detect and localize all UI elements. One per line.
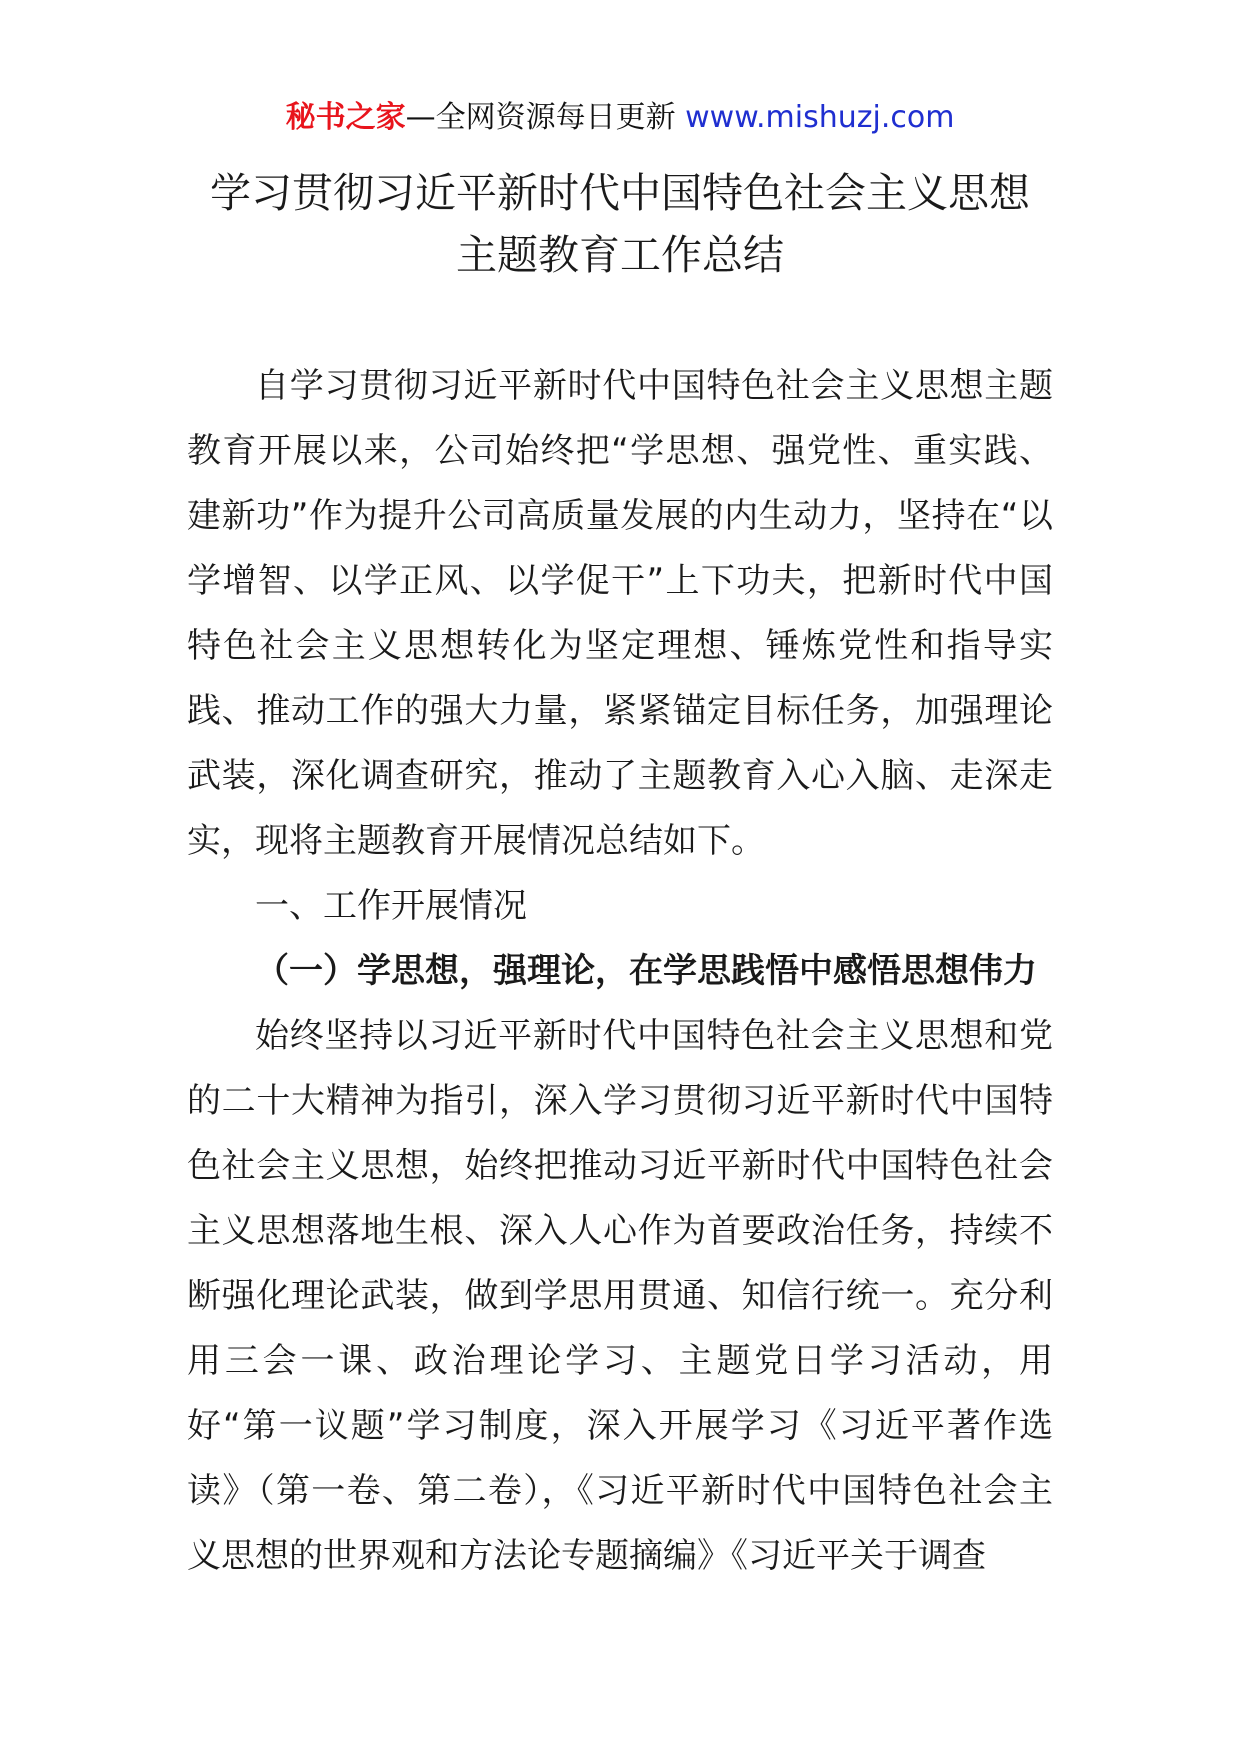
document-title <box>0 162 1240 286</box>
site-url-link[interactable]: www.mishuzj.com <box>685 100 955 135</box>
document-body <box>187 354 1053 1589</box>
title-line-2: 主题教育工作总结 <box>456 231 784 279</box>
subsection-heading: （一）学思想，强理论，在学思践悟中感悟思想伟力 <box>255 951 1037 991</box>
brand-name: 秘书之家 <box>285 100 406 135</box>
title-line-1: 学习贯彻习近平新时代中国特色社会主义思想 <box>210 169 1030 217</box>
intro-paragraph: 自学习贯彻习近平新时代中国特色社会主义思想主题教育开展以来，公司始终把“学思想、强党性、重实践、建新功”作为提升公司高质量发展的内生动力，坚持在“以学增智、以学正风、以学促干”上下功夫，把新时代中国特色社会主义思想转化为坚定理想、锤炼党性和指导实践、推动工作的强大力量，紧紧锚定目标任务，加强理论武装，深化调查研究，推动了主题教育入心入脑、走深走实，现将主题教育开展情况总结如下。 <box>187 366 1053 861</box>
header-tagline: —全网资源每日更新 <box>405 100 676 135</box>
site-header-banner <box>0 98 1240 138</box>
section-heading: 一、工作开展情况 <box>255 886 527 926</box>
body-paragraph: 始终坚持以习近平新时代中国特色社会主义思想和党的二十大精神为指引，深入学习贯彻习近平新时代中国特色社会主义思想，始终把推动习近平新时代中国特色社会主义思想落地生根、深入人心作为首要政治任务，持续不断强化理论武装，做到学思用贯通、知信行统一。充分利用三会一课、政治理论学习、主题党日学习活动，用好“第一议题”学习制度，深入开展学习《习近平著作选读》（第一卷、第二卷），《习近平新时代中国特色社会主义思想的世界观和方法论专题摘编》《习近平关于调查 <box>187 1016 1053 1576</box>
